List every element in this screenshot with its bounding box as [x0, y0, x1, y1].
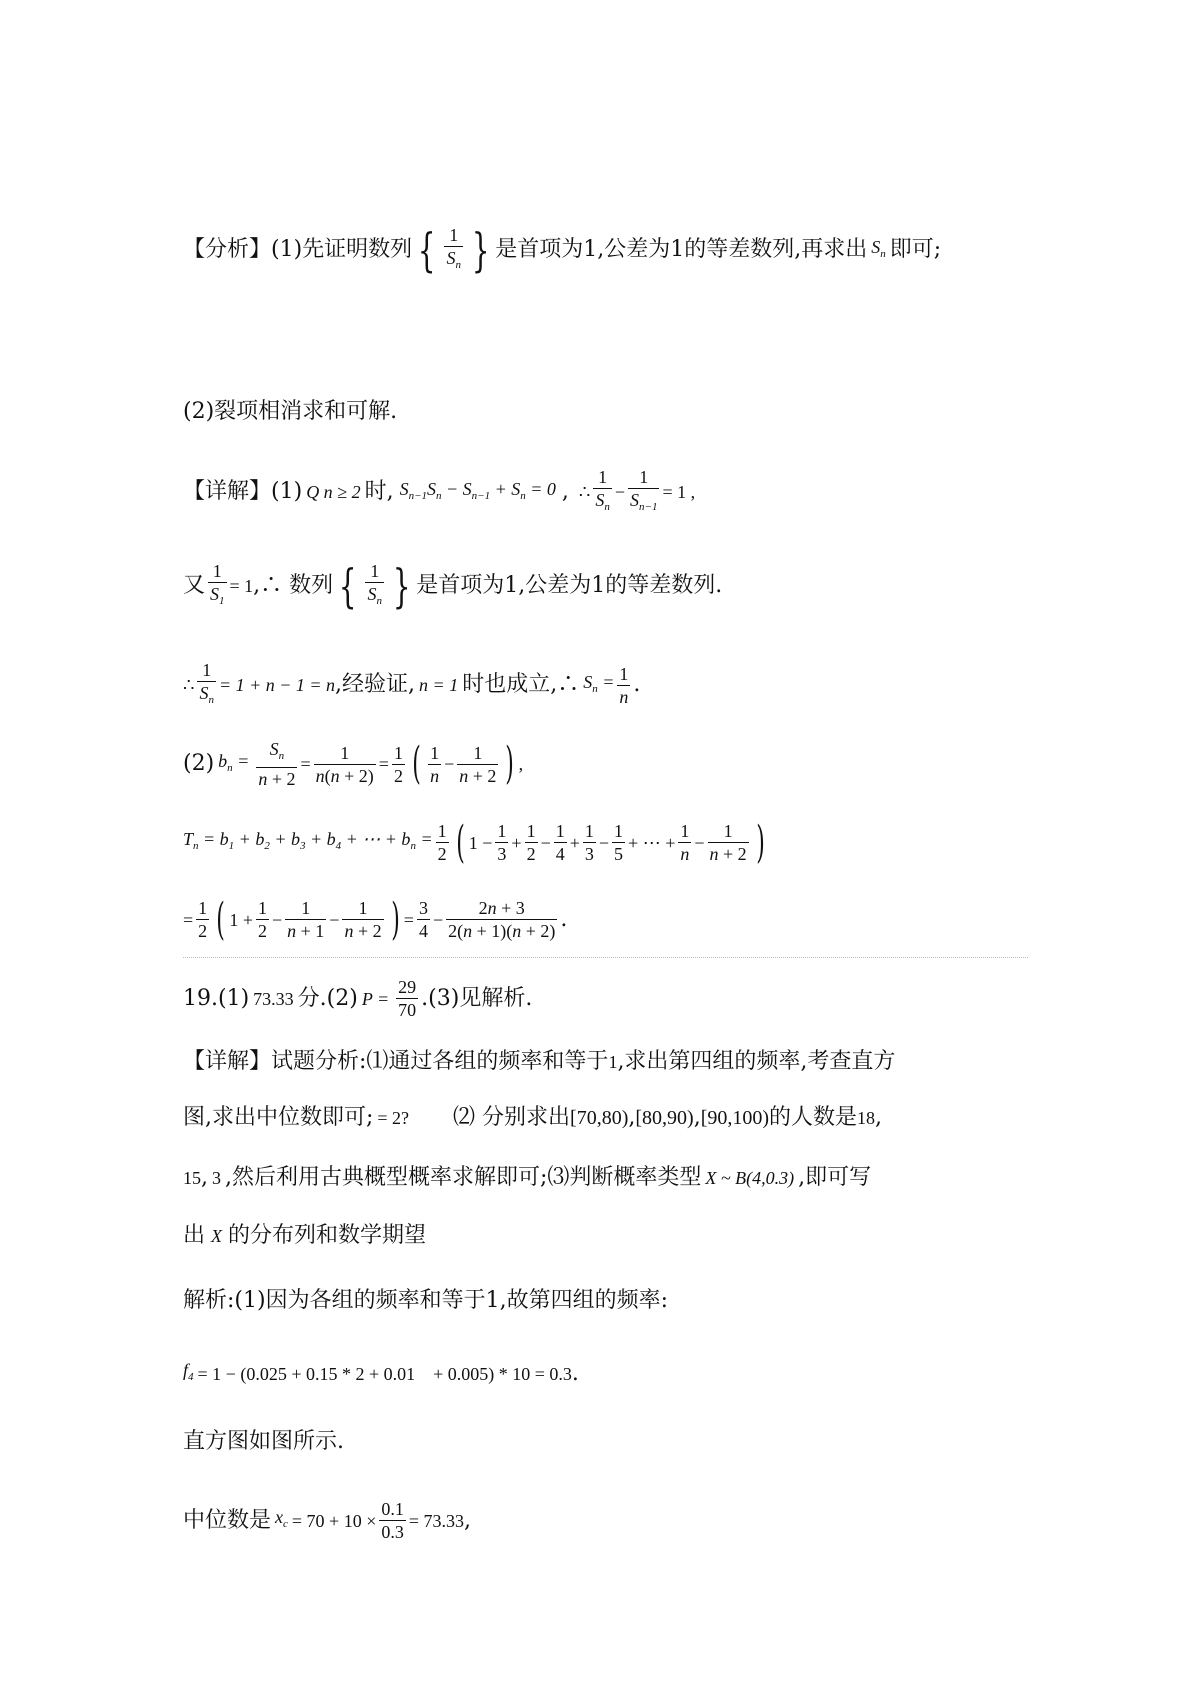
fraction-1-over-sn: $\frac{1}{S_n}$ [444, 224, 463, 276]
solution-line-3: 直方图如图所示. [183, 1429, 344, 1454]
detail2-line-2: 图,求出中位数即可; = 2? ⑵ 分别求出 [70,80) , [80,90) , [90,100) 的人数是 18 , [183, 1105, 883, 1130]
detail1-line-3: ∴ $\frac{1}{S_n}$ = 1 + n − 1 = n ,经验证, n = 1 时也成立,∴ $S_n$ = $\frac{1}{n}$ . [183, 659, 640, 711]
detail2-line-4: 出 X 的分布列和数学期望 [183, 1223, 427, 1248]
detail1-line-5: $T_n = b_1 + b_2 + b_3 + b_4$ + ⋯ + $b_n$ = $\frac{1}{2}$ ( 1 − $\frac{1}{3}$ + $\frac{1}{2}$ − $\frac{1}{4}$ + $\frac{1}{3}$ − $\frac{1}{5}$ + ⋯ + $\frac{1}{n}$ − $\frac{1}{n + 2}$ ) [183, 816, 765, 868]
solution-line-1: 解析:(1)因为各组的频率和等于1,故第四组的频率: [183, 1288, 668, 1313]
solution-line-2: $f_4$ = 1 − (0.025 + 0.15 * 2 + 0.01 + 0.005) * 10 = 0.3 . [183, 1360, 579, 1386]
detail2-line-1: 【详解】 试题分析:⑴通过各组的频率和等于 1 ,求出第四组的频率,考查直方 [183, 1049, 896, 1074]
q19-line: 19. (1) 73.33 分.(2) P = $\frac{29}{70}$ .(3)见解析. [183, 977, 533, 1020]
analysis-line-2: (2)裂项相消求和可解. [183, 399, 398, 424]
detail1-line-2: 又 $\frac{1}{S_1}$ = 1 ,∴ 数列 { $\frac{1}{S_n}$ } 是首项为1,公差为1的等差数列. [183, 559, 723, 613]
left-brace: { [418, 223, 436, 277]
right-brace: } [471, 223, 490, 277]
analysis-label: 【分析】 [183, 237, 272, 262]
detail1-line-6: = $\frac{1}{2}$ ( 1 + $\frac{1}{2}$ − $\frac{1}{n + 1}$ − $\frac{1}{n + 2}$ ) = $\frac{3}{4}$ − $\frac{2n + 3}{2(n + 1)(n + 2)}$ . [183, 893, 568, 945]
detail1-line-4: (2) $b_n$ = $\frac{S_n}{n + 2}$ = $\frac{1}{n(n + 2)}$ = $\frac{1}{2}$ ( $\frac{1}{n}$ − $\frac{1}{n + 2}$ ) , [183, 738, 524, 789]
detail2-line-3: 15 , 3 ,然后利用古典概型概率求解即可;⑶判断概率类型 X ~ B(4,0.3) ,即可写 [183, 1165, 872, 1190]
section-divider [183, 957, 1028, 958]
question-number: 19. [183, 985, 218, 1011]
solution-line-4: 中位数是 $x_c$ = 70 + 10 × $\frac{0.1}{0.3}$ = 73.33 , [183, 1499, 472, 1542]
detail1-line-1: 【详解】 (1) Q n ≥ 2 时, $S_{n-1}S_n - S_{n-1} + S_n = 0$ , ∴ $\frac{1}{S_n}$ − $\frac{1}{S_{n-1}}$ = 1 , [183, 466, 695, 518]
analysis-line-1: 【分析】 (1)先证明数列 { $\frac{1}{S_n}$ } 是首项为1,公差为1的等差数列,再求出 $S_n$ 即可; [183, 223, 942, 277]
